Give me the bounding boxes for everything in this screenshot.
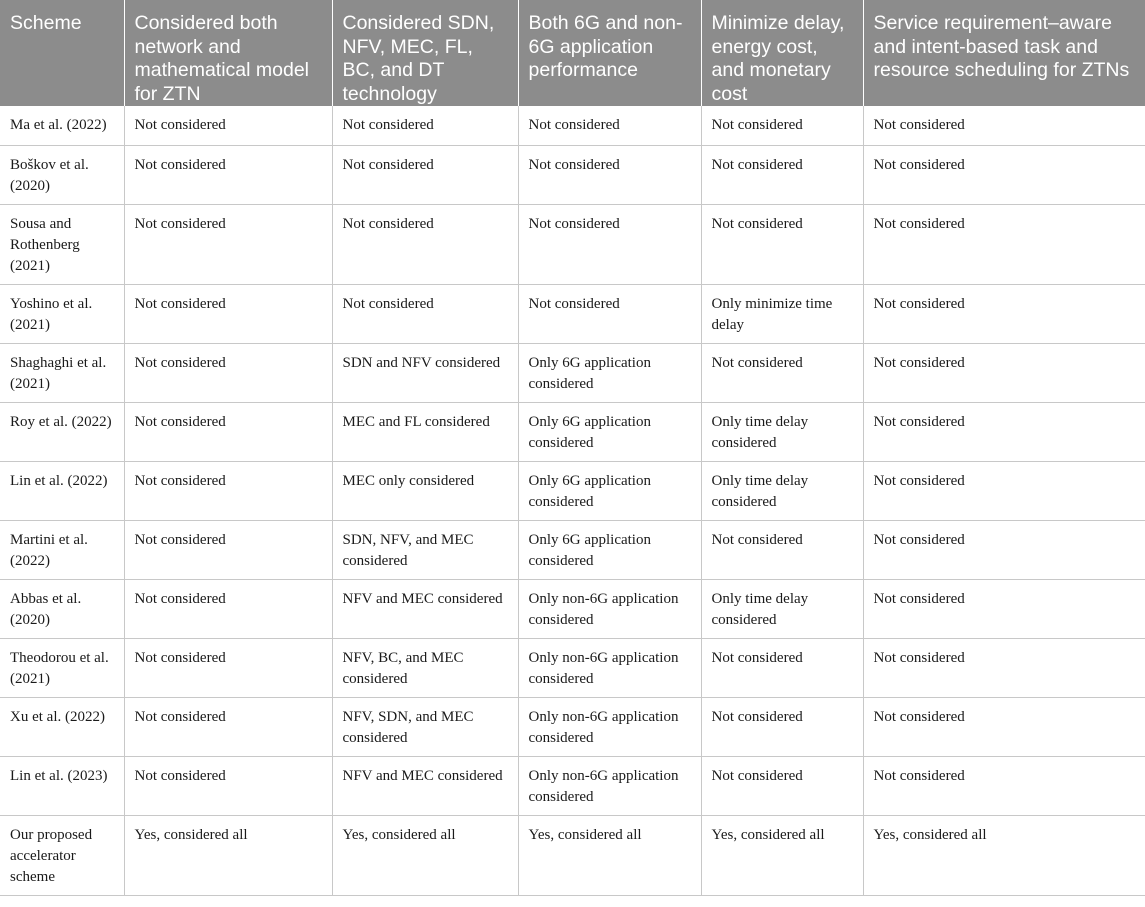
table-row [0,145,1145,204]
cell-scheme: Sousa and Rothenberg (2021) [0,204,124,284]
cell-scheduling: Not considered [863,145,1145,204]
cell-technology: NFV, SDN, and MEC considered [332,697,518,756]
cell-network-model: Not considered [124,638,332,697]
cell-technology: Yes, considered all [332,815,518,895]
cell-scheduling: Not considered [863,579,1145,638]
cell-application-performance: Only 6G application considered [518,402,701,461]
cell-scheduling: Not considered [863,106,1145,145]
cell-technology: Not considered [332,284,518,343]
table-header [0,0,1145,106]
cell-scheme: Shaghaghi et al. (2021) [0,343,124,402]
cell-application-performance: Only non-6G application considered [518,697,701,756]
cell-network-model: Not considered [124,402,332,461]
cell-technology: MEC and FL considered [332,402,518,461]
cell-scheme: Lin et al. (2022) [0,461,124,520]
cell-minimize-cost: Not considered [701,756,863,815]
cell-application-performance: Only non-6G application considered [518,756,701,815]
cell-technology: NFV, BC, and MEC considered [332,638,518,697]
header-application-performance: Both 6G and non-6G application performance [518,0,701,106]
cell-minimize-cost: Not considered [701,638,863,697]
cell-scheme: Xu et al. (2022) [0,697,124,756]
table-row [0,284,1145,343]
cell-scheme: Yoshino et al. (2021) [0,284,124,343]
cell-minimize-cost: Only time delay considered [701,402,863,461]
table-row [0,343,1145,402]
cell-application-performance: Only 6G application considered [518,461,701,520]
cell-network-model: Yes, considered all [124,815,332,895]
cell-minimize-cost: Yes, considered all [701,815,863,895]
cell-network-model: Not considered [124,520,332,579]
table-row [0,697,1145,756]
cell-application-performance: Only non-6G application considered [518,579,701,638]
table-row [0,815,1145,895]
table-row [0,638,1145,697]
cell-network-model: Not considered [124,697,332,756]
header-technology: Considered SDN, NFV, MEC, FL, BC, and DT technology [332,0,518,106]
cell-minimize-cost: Only time delay considered [701,461,863,520]
cell-scheme: Boškov et al. (2020) [0,145,124,204]
cell-minimize-cost: Not considered [701,204,863,284]
cell-minimize-cost: Not considered [701,343,863,402]
table-row [0,106,1145,145]
cell-technology: Not considered [332,204,518,284]
cell-minimize-cost: Not considered [701,520,863,579]
cell-technology: NFV and MEC considered [332,756,518,815]
table-body [0,106,1145,895]
cell-scheme: Martini et al. (2022) [0,520,124,579]
cell-technology: SDN and NFV considered [332,343,518,402]
cell-scheme: Abbas et al. (2020) [0,579,124,638]
cell-scheduling: Not considered [863,520,1145,579]
cell-scheme: Roy et al. (2022) [0,402,124,461]
table-row [0,520,1145,579]
cell-minimize-cost: Only minimize time delay [701,284,863,343]
table-row [0,461,1145,520]
cell-minimize-cost: Not considered [701,145,863,204]
cell-application-performance: Yes, considered all [518,815,701,895]
cell-scheduling: Not considered [863,756,1145,815]
cell-network-model: Not considered [124,204,332,284]
cell-scheduling: Not considered [863,402,1145,461]
cell-network-model: Not considered [124,756,332,815]
cell-application-performance: Not considered [518,145,701,204]
header-scheme: Scheme [0,0,124,106]
cell-technology: NFV and MEC considered [332,579,518,638]
cell-application-performance: Only non-6G application considered [518,638,701,697]
table-row [0,579,1145,638]
cell-scheduling: Not considered [863,204,1145,284]
cell-network-model: Not considered [124,284,332,343]
cell-network-model: Not considered [124,461,332,520]
cell-technology: MEC only considered [332,461,518,520]
cell-technology: Not considered [332,145,518,204]
cell-network-model: Not considered [124,106,332,145]
cell-network-model: Not considered [124,579,332,638]
header-scheduling: Service requirement–aware and intent-based task and resource scheduling for ZTNs [863,0,1145,106]
header-row [0,0,1145,106]
cell-network-model: Not considered [124,145,332,204]
cell-scheduling: Not considered [863,461,1145,520]
header-minimize-cost: Minimize delay, energy cost, and monetary cost [701,0,863,106]
cell-application-performance: Not considered [518,284,701,343]
cell-scheme: Our proposed accelerator scheme [0,815,124,895]
cell-scheduling: Yes, considered all [863,815,1145,895]
cell-scheme: Lin et al. (2023) [0,756,124,815]
table-row [0,402,1145,461]
cell-minimize-cost: Only time delay considered [701,579,863,638]
cell-scheme: Ma et al. (2022) [0,106,124,145]
cell-scheme: Theodorou et al. (2021) [0,638,124,697]
cell-minimize-cost: Not considered [701,697,863,756]
table-row [0,204,1145,284]
header-network-model: Considered both network and mathematical model for ZTN [124,0,332,106]
cell-scheduling: Not considered [863,343,1145,402]
cell-network-model: Not considered [124,343,332,402]
cell-technology: Not considered [332,106,518,145]
cell-application-performance: Not considered [518,106,701,145]
cell-technology: SDN, NFV, and MEC considered [332,520,518,579]
cell-application-performance: Only 6G application considered [518,520,701,579]
cell-scheduling: Not considered [863,284,1145,343]
table-row [0,756,1145,815]
cell-scheduling: Not considered [863,697,1145,756]
cell-minimize-cost: Not considered [701,106,863,145]
cell-application-performance: Only 6G application considered [518,343,701,402]
cell-application-performance: Not considered [518,204,701,284]
cell-scheduling: Not considered [863,638,1145,697]
